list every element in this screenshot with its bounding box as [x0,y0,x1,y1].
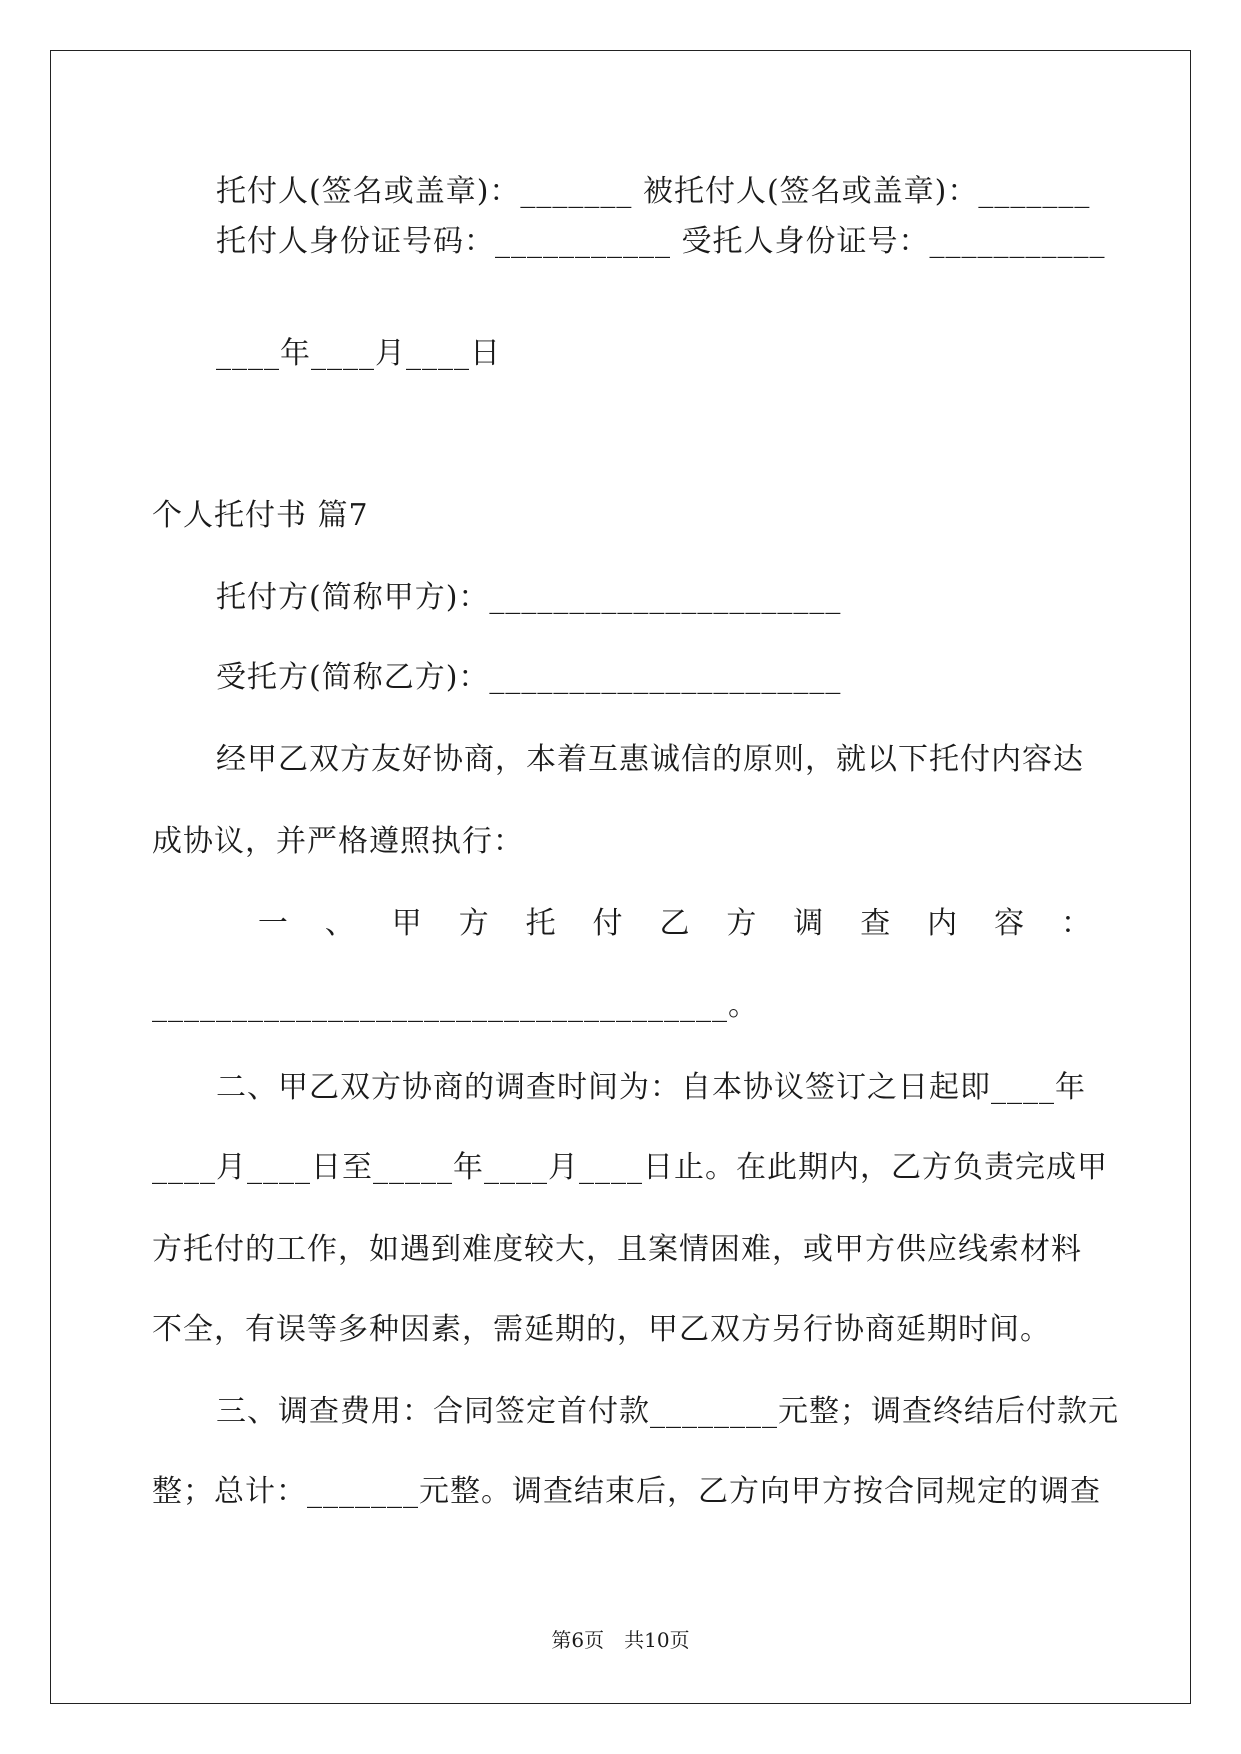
clause-1-char: 一 [257,906,289,941]
page-number-footer: 第6页 共10页 [551,1628,690,1652]
date-line: ____年____月____日 [216,336,501,371]
clause-2-line-1: 二、甲乙双方协商的调查时间为：自本协议签订之日起即____年 [216,1070,1086,1105]
clause-1-char: 调 [793,906,825,941]
clause-2-line-4: 不全，有误等多种因素，需延期的，甲乙双方另行协商延期时间。 [152,1312,1051,1347]
clause-1-char: 、 [324,906,356,941]
id-number-line: 托付人身份证号码：___________ 受托人身份证号：___________ [216,224,1106,259]
clause-3-line-1: 三、调查费用：合同签定首付款________元整；调查终结后付款元 [216,1394,1119,1429]
clause-2-line-2: ____月____日至_____年____月____日止。在此期内，乙方负责完成甲 [152,1150,1108,1185]
clause-1-heading [152,904,1092,944]
clause-1-char: 托 [525,906,557,941]
signature-line-client: 托付人(签名或盖章)：_______ 被托付人(签名或盖章)：_______ [216,174,1091,209]
clause-3-line-2: 整；总计：_______元整。调查结束后，乙方向甲方按合同规定的调查 [152,1474,1101,1509]
clause-1-char: 乙 [659,906,691,941]
clause-1-char: 查 [860,906,892,941]
section-heading: 个人托付书 篇7 [152,498,369,533]
clause-1-char: 容 [994,906,1026,941]
clause-1-char: 方 [458,906,490,941]
party-a-line: 托付方(简称甲方)：______________________ [216,580,842,615]
clause-1-blank-line: ____________________________________。 [152,988,759,1023]
page-border [50,50,1191,1704]
clause-1-char: 方 [726,906,758,941]
clause-1-char: ： [1060,906,1092,941]
clause-1-char: 付 [592,906,624,941]
clause-1-char: 甲 [391,906,423,941]
paragraph-intro-line-1: 经甲乙双方友好协商，本着互惠诚信的原则，就以下托付内容达 [216,742,1084,777]
indent-spacer [152,904,222,944]
paragraph-intro-line-2: 成协议，并严格遵照执行： [152,824,524,859]
clause-2-line-3: 方托付的工作，如遇到难度较大，且案情困难，或甲方供应线索材料 [152,1232,1082,1267]
party-b-line: 受托方(简称乙方)：______________________ [216,660,842,695]
clause-1-char: 内 [927,906,959,941]
